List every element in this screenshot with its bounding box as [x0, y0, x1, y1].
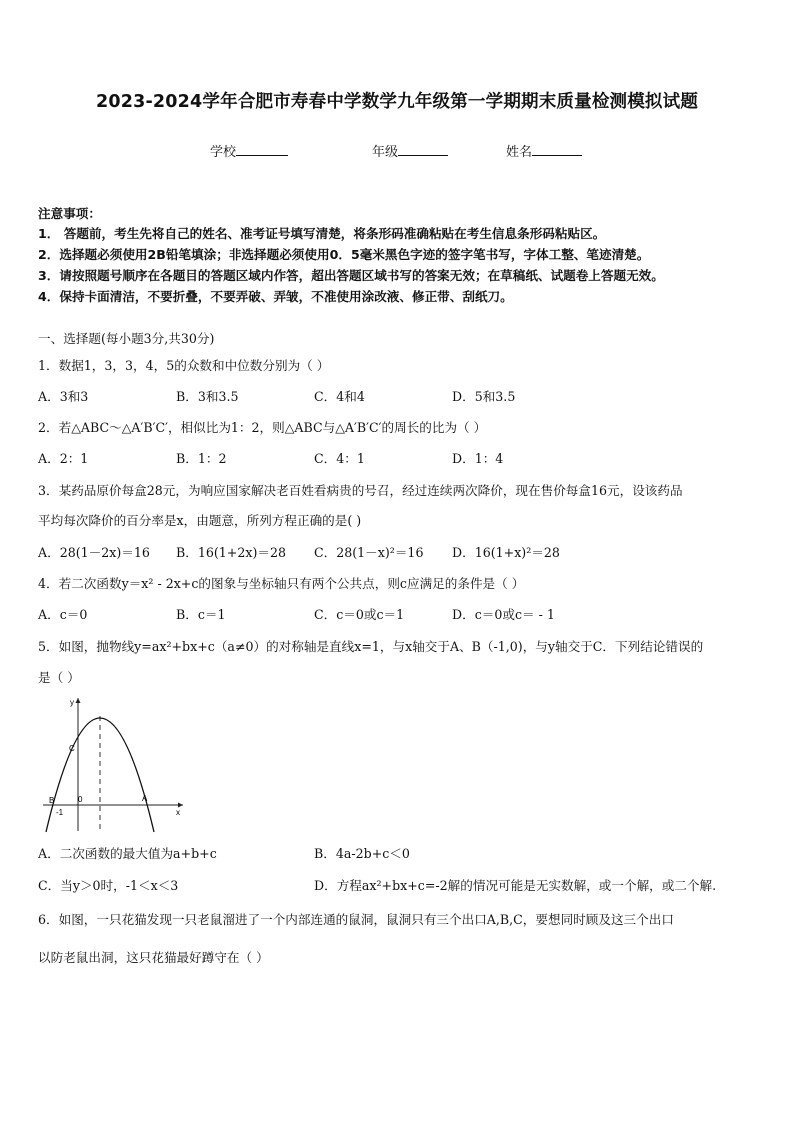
option-a: A．2：1: [38, 451, 89, 466]
option-d: D．c＝0或c＝ - 1: [452, 607, 555, 622]
option-b: B．3和3.5: [176, 389, 239, 404]
name-field: [506, 141, 582, 160]
note-item: 4．保持卡面清洁，不要折叠，不要弄破、弄皱，不准使用涂改液、修正带、刮纸刀。: [38, 289, 513, 304]
school-field: [210, 141, 288, 160]
option-a: A．c＝0: [38, 607, 88, 622]
grade-field: [372, 141, 448, 160]
question-stem-line1: 3．某药品原价每盒28元，为响应国家解决老百姓看病贵的号召，经过连续两次降价，现在售价每盒16元，设该药品: [38, 483, 683, 498]
x-axis-label: x: [176, 808, 180, 817]
question-stem-line2: 以防老鼠出洞，这只花猫最好蹲守在（ ）: [38, 950, 269, 965]
option-a: A．3和3: [38, 389, 89, 404]
x-axis-arrow-icon: [178, 803, 183, 808]
option-c: C．当y＞0时，-1＜x＜3: [38, 878, 179, 893]
option-c: C．4：1: [314, 451, 365, 466]
note-item: 3．请按照题号顺序在各题目的答题区域内作答，超出答题区域书写的答案无效；在草稿纸、试题卷上答题无效。: [38, 268, 664, 283]
page-title: 2023-2024学年合肥市寿春中学数学九年级第一学期期末质量检测模拟试题: [95, 92, 699, 112]
option-b: B．c＝1: [176, 607, 226, 622]
grade-label: 年级: [372, 145, 399, 160]
option-c: C．28(1－x)²＝16: [314, 545, 424, 560]
neg-one-label: -1: [56, 808, 64, 817]
question-stem: 2．若△ABC～△A′B′C′，相似比为1：2，则△ABC与△A′B′C′的周长的比为（ ）: [38, 420, 487, 435]
section-heading: 一、选择题(每小题3分,共30分): [38, 331, 215, 346]
option-d: D．16(1+x)²＝28: [452, 545, 560, 560]
question-stem-line1: 6．如图，一只花猫发现一只老鼠溜进了一个内部连通的鼠洞，鼠洞只有三个出口A,B,C，要想同时顾及这三个出口: [38, 912, 674, 927]
note-item: 2．选择题必须使用2B铅笔填涂；非选择题必须使用0．5毫米黑色字迹的签字笔书写，字体工整、笔迹清楚。: [38, 247, 650, 262]
point-a-label: A: [142, 794, 148, 803]
question-stem: 1．数据1，3，3，4，5的众数和中位数分别为（ ）: [38, 358, 330, 373]
option-b: B．16(1+2x)＝28: [176, 545, 286, 560]
parabola-figure: [38, 692, 188, 834]
name-label: 姓名: [506, 145, 533, 160]
option-a: A．二次函数的最大值为a+b+c: [38, 846, 217, 861]
option-d: D．1：4: [452, 451, 504, 466]
notes-heading: 注意事项：: [38, 206, 101, 221]
grade-blank: [398, 143, 448, 156]
school-blank: [236, 143, 288, 156]
origin-label: 0: [78, 795, 83, 804]
question-stem: 4．若二次函数y＝x² - 2x+c的图象与坐标轴只有两个公共点，则c应满足的条件是（ ）: [38, 576, 525, 591]
option-c: C．4和4: [314, 389, 365, 404]
school-label: 学校: [210, 145, 237, 160]
name-blank: [532, 143, 582, 156]
option-d: D．5和3.5: [452, 389, 516, 404]
option-d: D．方程ax²+bx+c=-2解的情况可能是无实数解，或一个解，或二个解.: [314, 878, 717, 893]
option-b: B．1：2: [176, 451, 227, 466]
y-axis-arrow-icon: [76, 698, 81, 703]
point-c-label: C: [69, 744, 75, 753]
y-axis-label: y: [70, 698, 74, 707]
question-stem-line2: 是（ ）: [38, 670, 80, 685]
question-stem-line2: 平均每次降价的百分率是x，由题意，所列方程正确的是( ): [38, 513, 362, 528]
option-a: A．28(1－2x)＝16: [38, 545, 150, 560]
option-c: C．c＝0或c＝1: [314, 607, 405, 622]
option-b: B．4a-2b+c＜0: [314, 846, 410, 861]
question-stem-line1: 5．如图，抛物线y=ax²+bx+c（a≠0）的对称轴是直线x=1，与x轴交于A、B（-1,0)，与y轴交于C．下列结论错误的: [38, 639, 704, 654]
point-b-label: B: [49, 796, 55, 805]
note-item: 1． 答题前，考生先将自己的姓名、准考证号填写清楚，将条形码准确粘贴在考生信息条形码粘贴区。: [38, 226, 606, 241]
